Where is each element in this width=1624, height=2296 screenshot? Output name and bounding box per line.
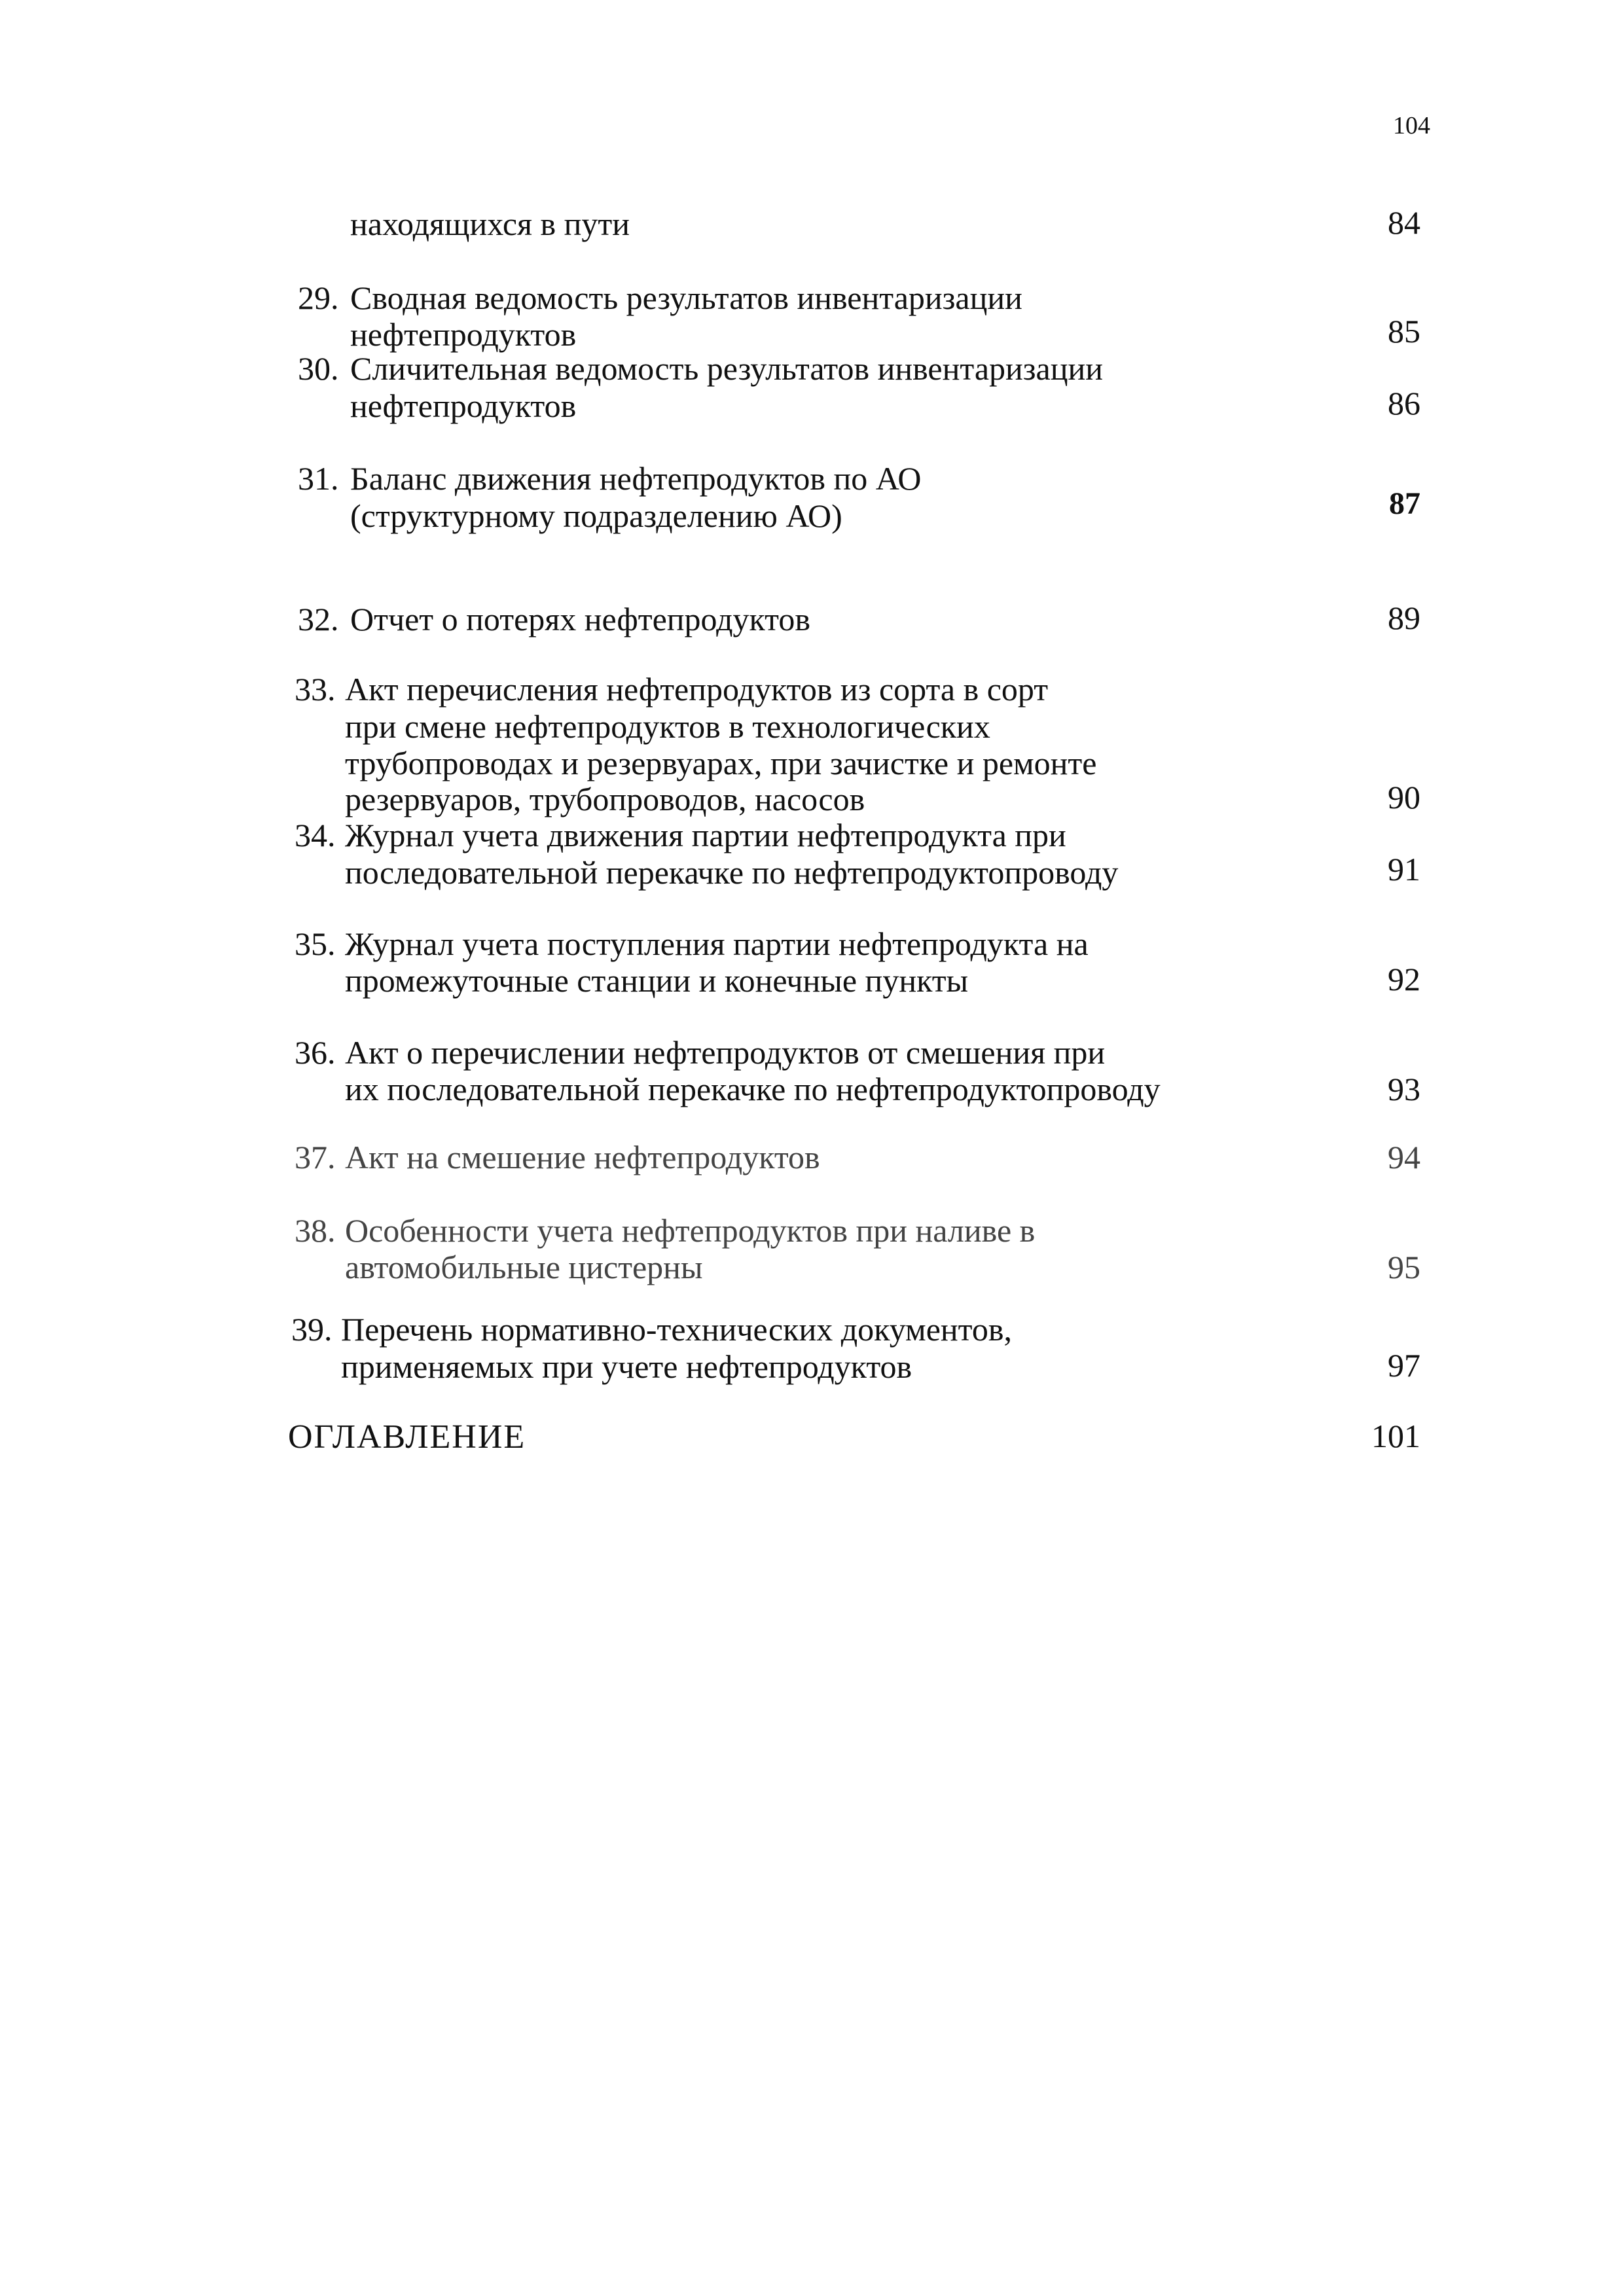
toc-entry-page: 85 [1388, 313, 1420, 350]
toc-entry-text: Перечень нормативно-технических документов, [341, 1311, 1012, 1348]
toc-entry-text: Акт перечисления нефтепродуктов из сорта в сорт [345, 671, 1049, 708]
toc-entry-text: применяемых при учете нефтепродуктов [341, 1348, 912, 1385]
toc-entry-page: 87 [1389, 486, 1420, 521]
toc-entry-text: Сводная ведомость результатов инвентаризации [350, 279, 1022, 316]
toc-entry-text: последовательной перекачке по нефтепродуктопроводу [345, 854, 1119, 891]
toc-entry-text: трубопроводах и резервуарах, при зачистке и ремонте [345, 745, 1097, 781]
toc-entry-text: Особенности учета нефтепродуктов при наливе в [345, 1212, 1036, 1249]
toc-entry-text: Отчет о потерях нефтепродуктов [350, 601, 810, 637]
toc-entry-page: 95 [1388, 1249, 1420, 1285]
toc-entry-number: 34. [295, 817, 336, 853]
toc-entry-text: нефтепродуктов [350, 387, 577, 424]
toc-entry-text: резервуаров, трубопроводов, насосов [345, 781, 865, 817]
toc-entry-page: 92 [1388, 961, 1420, 997]
toc-entry-number: 39. [291, 1311, 333, 1348]
toc-entry-page: 93 [1388, 1071, 1420, 1107]
toc-entry-text: при смене нефтепродуктов в технологических [345, 708, 990, 745]
toc-entry-number: 37. [295, 1139, 336, 1175]
toc-entry-text: автомобильные цистерны [345, 1249, 703, 1285]
toc-entry-page: 97 [1388, 1347, 1420, 1384]
toc-entry-number: 31. [298, 460, 339, 497]
toc-entry-text: Акт о перечислении нефтепродуктов от смешения при [345, 1034, 1106, 1071]
toc-entry-page: 89 [1388, 600, 1420, 636]
toc-entry-number: 38. [295, 1212, 336, 1249]
toc-entry-number: 30. [298, 350, 339, 387]
toc-entry-page: 101 [1371, 1418, 1420, 1454]
toc-entry-number: 32. [298, 601, 339, 637]
page-number: 104 [1393, 112, 1430, 139]
toc-entry-text: Акт на смешение нефтепродуктов [345, 1139, 820, 1175]
toc-entry-page: 84 [1388, 204, 1420, 241]
toc-entry-page: 90 [1388, 779, 1420, 816]
contents-heading: ОГЛАВЛЕНИЕ [288, 1418, 526, 1456]
toc-entry-text: (структурному подразделению АО) [350, 497, 842, 534]
toc-entry-number: 36. [295, 1034, 336, 1071]
toc-entry-text: Баланс движения нефтепродуктов по АО [350, 460, 922, 497]
toc-entry-page: 86 [1388, 385, 1420, 422]
toc-entry-page: 94 [1388, 1139, 1420, 1175]
toc-entry-page: 91 [1388, 851, 1420, 888]
toc-entry-text: Журнал учета движения партии нефтепродукта при [345, 817, 1066, 853]
toc-entry-text: промежуточные станции и конечные пункты [345, 962, 969, 999]
toc-entry-text: Сличительная ведомость результатов инвентаризации [350, 350, 1103, 387]
toc-entry-text: нефтепродуктов [350, 316, 577, 353]
toc-entry-text: Журнал учета поступления партии нефтепродукта на [345, 925, 1089, 962]
toc-entry-number: 35. [295, 925, 336, 962]
toc-entry-text: находящихся в пути [350, 206, 630, 242]
toc-entry-number: 33. [295, 671, 336, 708]
toc-entry-number: 29. [298, 279, 339, 316]
toc-entry-text: их последовательной перекачке по нефтепродуктопроводу [345, 1071, 1161, 1107]
